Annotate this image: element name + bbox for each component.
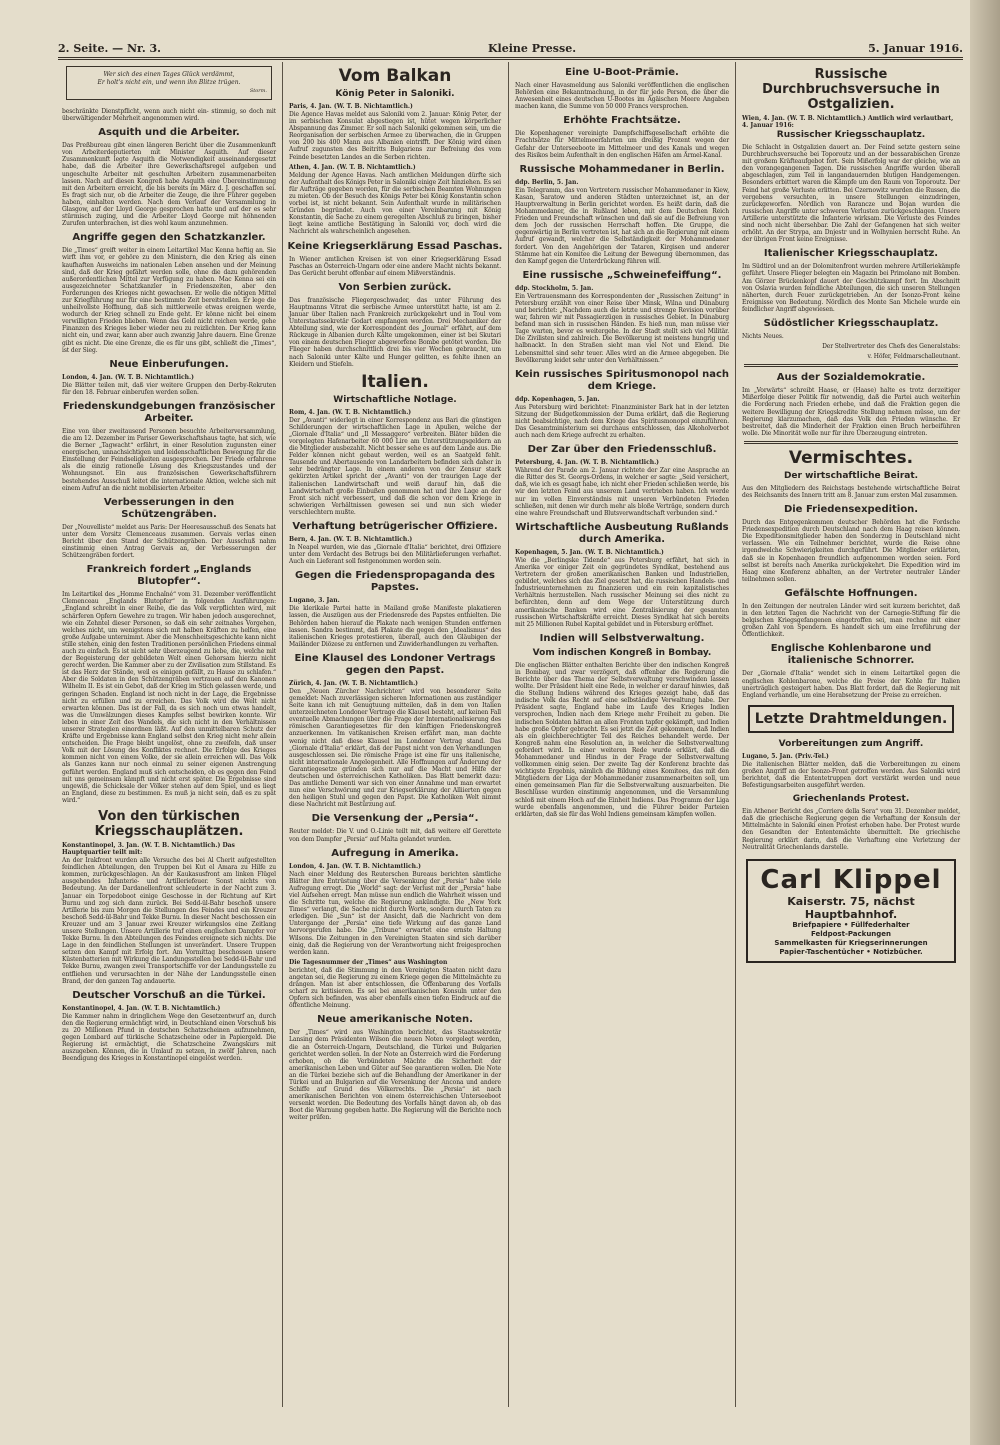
headline: Wirtschaftliche Ausbeutung Rußlands durch Amerika. <box>515 521 729 545</box>
headline: Von Serbien zurück. <box>338 281 452 293</box>
dateline: Wien, 4. Jan. (W. T. B. Nichtamtlich.) Amtlich wird verlautbart, 4. Januar 1916: <box>742 115 954 129</box>
article-text: Der „Times“ wird aus Washington berichtet, das Staatssekretär Lansing dem Präsidenten Wilson die neuen Noten vorgelegt werden, die an Österreich-Ungarn, Deutschland, die Türkei und Bulgarien gerichtet werden sollen. In der Note an Österreich wird die Forderung erhoben, ob die Verbündeten Mächte die Sicherheit der amerikanischen Leben und Güter auf See garantieren wollen. Die Note an die Türkei beziehe sich auf die Behandlung der Amerikaner in der Türkei und an Bulgarien auf die Versenkung der Ancona und andere Schiffe auf Grund des Völkerrechts. Die „Persia“ ist nach amerikanischen Berichten von einem österreichischen Unterseeboot versenkt worden. Die Bedeutung des Vorfalls hängt davon ab, ob das Boot die Warnung gegeben hatte. Die Regierung will die Berichte noch weiter prüfen. <box>289 1029 501 1122</box>
headline: Neue amerikanische Noten. <box>317 1014 473 1026</box>
headline: Vorbereitungen zum Angriff. <box>778 738 924 749</box>
ad-line: Papier-Taschentücher • Notizbücher. <box>779 947 923 956</box>
article-text: Den „Neuen Zürcher Nachrichten“ wird von besonderer Seite gemeldet: Nach zuverlässigen sicheren Informationen aus zuständiger Seite kann ich mit Genugtuung mitteilen, daß in dem von Italien unterzeichneten Londoner Vertrage die Klausel besteht, auf keinen Fall eventuelle Abmachungen über die Frage der Internationalisierung des römischen Garantiegesetzes für den künftigen Friedenskongreß anzuerkennen. Im vatikanischen Kreisen erfährt man, man dachte wenig nicht daß diese Klausel im Londoner Vertrag stand. Das „Giornale d'Italia“ erklärt, daß der Papst nicht von den Verhandlungen ausgeschlossen sei. Die römische Frage ist eine für uns italienische, nicht internationale Angelegenheit. Alle Hoffnungen auf Änderung der Garantiegesetze gründen sich nur auf die Macht und Hilfe der deutschen und österreichischen Katholiken. Das Blatt bemerkt dazu: Das amtliche Dementi war sich von einer Annahme und man erwartet nun eine Verschwörung und zur Kriegserklärung der Alliierten gegen den heiligen Stuhl und gegen den Papst. Die Katholiken Welt nimmt diese Nachricht mit Bestürzung auf. <box>289 687 501 809</box>
dateline: Konstantinopel, 3. Jan. (W. T. B. Nichtamtlich.) Das Hauptquartier teilt mit: <box>62 842 235 857</box>
headline: Russische Mohammedaner in Berlin. <box>519 163 725 175</box>
article-text: Im Südtirol und an der Dolomitenfront wurden mehrere Artilleriekämpfe geführt. Unsere Flieger belegten ein Magazin bei Primolano mit Bomben. Am Görzer Brückenkopf dauert der Geschützkampf fort. Im Abschnitt von Oslavia wurden feindliche Abteilungen, die sich unseren Stellungen näherten, durch Feuer zurückgetrieben. An der Isonzo-Front keine Ereignisse von Bedeutung. Nördlich des Monte San Michele wurde ein feindlicher Angriff abgewiesen. <box>742 263 960 313</box>
article-text: Nach einer Meldung des Reuterschen Bureaus berichten sämtliche Blätter ihre Entrüstung über die Versenkung der „Persia“ habe viele Aufregung erregt. Die „World“ sagt: der Verlust mit der „Persia“ habe viel Aufsehen erregt. Man müsse nun endlich die Wahrheit wissen und die Schritte tun, welche die Regierung ankündigte. Die „New York Times“ verlangt, die Sache nicht durch Worte, sondern durch Taten zu erledigen. Die „Sun“ ist der Ansicht, daß die Nachricht von dem Untergange der „Persia“ eine tiefe Wirkung auf das ganze Land hervorgerufen habe. Die „Tribune“ erwartet eine ernste Haltung Wilsons. Die Zeitungen in den Vereinigten Staaten sind sich darüber einig, daß die Regierung von der Verantwortung nicht freigesprochen werden kann. <box>289 870 501 956</box>
dateline: Zürich, 4. Jan. (W. T. B. Nichtamtlich.) <box>289 679 418 687</box>
article-text: Eine von über zweitausend Personen besuchte Arbeiterversammlung, die am 12. Dezember im Pariser Gewerkschaftshaus tagte, hat sich, wie die Berner „Tagwacht“ erfährt, in einer Resolution zugunsten einer energischen, unnachsichtigen und leidenschaftlichen Bewegung für die Einstellung der Feindseligkeiten ausgesprochen. Der Friede erfahrene als die einzig rationelle Lösung des Kriegszustandes und der Wohnungsnot. Ein aus französischen Gewerkschaftsführern bestehendes Ausschuß leitet die internationale Aktion, welche sich mit einem Aufruf an die nicht mobilisierten Arbeiter. <box>62 427 276 492</box>
headline: Asquith und die Arbeiter. <box>98 127 240 139</box>
article-text: Nach einer Havasmeldung aus Saloniki veröffentlichen die englischen Behörden eine Bekanntmachung, in der für jede Person, die über die Anwesenheit eines deutschen U-Bootes im Ägäischen Meere Angaben machen kann, die Summe von 50 000 Francs versprochen. <box>515 82 729 111</box>
advertisement <box>746 859 956 963</box>
dateline: Die Tagesnummer der „Times“ aus Washington <box>289 958 448 966</box>
subheadline: König Peter in Saloniki. <box>335 89 455 99</box>
paper-name: Kleine Presse. <box>488 42 577 55</box>
article-text: Aus den Mitgliedern des Reichstags bestehende wirtschaftliche Beirat des Reichsamts des Innern tritt am 8. Januar zum ersten Mal zusammen. <box>742 484 960 499</box>
headline: Aus der Sozialdemokratie. <box>776 372 926 384</box>
column-rule-2 <box>508 62 509 1407</box>
motto-box <box>66 66 272 100</box>
article-text: Das Preßbureau gibt einen längeren Bericht über die Zusammenkunft von Arbeiterdeputierten mit Minister Asquith. Auf dieser Zusammenkunft legte Asquith die Notwendigkeit auseinandergesetzt habe, daß die Arbeiter ihre Gewerkschaftsregel aufgeben und ungeschulte Arbeiter mit geschulten Arbeitern zusammenarbeiten lassen. Nach auf diesen Kongreß habe Asquith eine Übereinstimmung mit den Arbeitern erreicht, die bis bereits im März d. J. geschaffen sei. Es fragt sich nur, ob die Arbeiter die Zeuge, die ihre Führer gegeben haben, einhalten werden. Nach dem Verlauf der Versammlung in Glasgow, auf der Lloyd George gesprochen hatte und auf der es sehr stürmisch zuging, und die Arbeiter Lloyd George mit höhnenden Zurufen unterbrachen, ist dies wohl kaum anzunehmen. <box>62 142 276 228</box>
headline: Angriffe gegen den Schatzkanzler. <box>72 232 266 244</box>
headline: Aufregung in Amerika. <box>331 847 459 859</box>
dateline: London, 4. Jan. (W. T. B. Nichtamtlich.) <box>62 373 194 381</box>
dateline: Rom, 4. Jan. (W. T. B. Nichtamtlich.) <box>289 408 412 416</box>
signature-title: Der Stellvertreter des Chefs des Generalstabs: <box>822 343 960 351</box>
article-text: Die Kopenhagener vereinigte Dampfschiffsgesellschaft erhöhte die Frachtsätze für Mittelmeerfahrten um dreißig Prozent wegen der Gefahr der Unterseeboote im Mittelmeer und des Kanals und wegen des Risikos beim Aufenthalt in den englischen Häfen am Ärmel-Kanal. <box>515 130 729 159</box>
column-4 <box>740 62 962 1407</box>
dateline: Lugano, 3. Jan. <box>289 597 340 605</box>
headline: Gefälschte Hoffnungen. <box>784 587 918 599</box>
headline: Keine Kriegserklärung Essad Paschas. <box>287 240 503 252</box>
headline: Erhöhte Frachtsätze. <box>563 115 681 127</box>
ad-line: Briefpapiere • Füllfederhalter <box>792 920 910 929</box>
article-text: Nichts Neues. <box>742 332 784 340</box>
headline: Gegen die Friedenspropaganda des Papstes. <box>295 570 495 594</box>
article-text: Ein Vertrauensmann des Korrespondenten der „Russischen Zeitung“ in Petersburg erzählt von einer Reise über Minsk, Wilna und Dünaburg und berichtet: „Nachdem auch die letzte und strenge Revision vorüber war, fahren wir mit Passagierzügen in russisches Gebiet. In Dünaburg befand man sich in russischen Händen. Es hieß nun, man müsse vier Tage warten, bevor es weitergehe. In der Stadt stellt sich viel Militär. Die Zivilisten sind zahlreich. Die Bevölkerung ist meistens hungrig und halbnackt. In den Straßen sieht man viel Not und Elend. Die Lebensmittel sind sehr teuer. Alles wird an die Armee abgegeben. Die Bevölkerung leidet sehr unter den Verhältnissen.“ <box>515 292 729 364</box>
headline: Italienischer Kriegsschauplatz. <box>763 248 939 260</box>
article-text: Der „Nouvelliste“ meldet aus Paris: Der Heeresausschuß des Senats hat unter dem Vorsitz Clemenceaus zusammen. Gervais verlas einen Bericht über den Stand der Schützengräben. Der Ausschuß nahm einstimmig einen Antrag Gervais an, der Verbesserungen der Schützengräben fordert. <box>62 523 276 560</box>
page-header <box>58 42 963 58</box>
dateline: Petersburg, 4. Jan. (W. T. B. Nichtamtlich.) <box>515 459 660 467</box>
signature-name: v. Höfer, Feldmarschalleutnant. <box>867 353 960 361</box>
headline: Englische Kohlenbarone und italienische Schnorrer. <box>770 643 932 667</box>
article-text: Die Schlacht in Ostgalizien dauert an. Der Feind setzte gestern seine Durchbruchsversuche bei Toporoutz und an der bessarabischen Grenze mit großem Kräfteaufgebot fort. Sein Mißerfolg war der gleiche, wie an den vorangegangenen Tagen. Die russischen Angriffe wurden überall abgeschlagen, zum Teil in langandauernden blutigen Handgemengen. Besonders erbittert waren die Kämpfe um den Raum von Toporoutz. Der Feind hat große Verluste erlitten. Bei Czernowitz wurden die Russen, die vergebens versuchten, in unsere Stellungen einzudringen, zurückgeworfen. Nördlich von Rarancze und Bojan wurden die russischen Angriffe unter schweren Verlusten zurückgeschlagen. Unsere Artillerie unterstützte die Infanterie wirksam. Die Verluste des Feindes sind noch nicht übersehbar. Die Zahl der Gefangenen hat sich weiter erhöht. An der Strypa, am Dnjestr und in Wolhynien herrscht Ruhe. An der übrigen Front keine Ereignisse. <box>742 144 960 244</box>
header-rule <box>58 57 963 58</box>
headline: Indien will Selbstverwaltung. <box>539 632 705 644</box>
headline-main: Vermischtes. <box>788 447 914 468</box>
headline: Friedenskundgebungen französischer Arbeiter. <box>62 400 276 424</box>
headline-main: Russische Durchbruchsversuche in Ostgalizien. <box>762 67 940 112</box>
dateline: Kopenhagen, 5. Jan. (W. T. B. Nichtamtlich.) <box>515 548 664 556</box>
subheadline: Der wirtschaftliche Beirat. <box>783 470 919 481</box>
dateline: ddp. Stockholm, 5. Jan. <box>515 284 594 292</box>
article-text: Der „Giornale d'Italia“ wendet sich in einem Leitartikel gegen die englischen Kohlenbarone, welche die Preise der Kohle für Italien unerträglich gesteigert haben. Das Blatt fordert, daß die Regierung mit England verhandle, um eine Herabsetzung der Preise zu erreichen. <box>742 670 960 699</box>
article-text: Im „Vorwärts“ schreibt Haase, er (Haase) halte es trotz derzeitiger Mißerfolge dieser Politik für notwendig, daß die Partei auch weiterhin die Forderung nach Frieden erhebe, und daß die Fraktion gegen die weitere Bewilligung der Kriegskredite Stellung nehmen müsse, um der Regierung klarzumachen, daß das Volk den Frieden wünsche. Er bestreitet, daß die Minderheit der Fraktion einen Bruch herbeiführen wolle. Die Minorität wolle nur für ihre Überzeugung eintreten. <box>742 387 960 437</box>
section-rule <box>744 364 958 367</box>
article-text: Reuter meldet: Die V. und O.-Linie teilt mit, daß weitere elf Gerettete von dem Dampfer „Persia“ auf Malta gelandet wurden. <box>289 828 501 843</box>
dateline: Bern, 4. Jan. (W. T. B. Nichtamtlich.) <box>289 536 413 544</box>
article-text: Das französische Fliegergeschwader, das unter Führung des Hauptmanns Vitrat die serbische Armee unterstützt hatte, ist am 2. Januar über Italien nach Frankreich zurückgekehrt und in Toul vom Unterstaatssekretär Godart empfangen worden. Drei Mechaniker der Abteilung sind, wie der Korrespondent des „Journal“ erfährt, auf dem Rückzuge in Albanien durch Kälte umgekommen, einer ist bei Skutari von einem deutschen Flieger abgeworfene Bombe getötet worden. Die Flieger haben durchschnittlich drei bis vier Wochen gebraucht, um nach Saloniki unter Kälte und Hunger gelitten, es fehlte ihnen an Kleidern und Stiefeln. <box>289 296 501 368</box>
article-text: Die englischen Blätter enthalten Berichte über den indischen Kongreß in Bombay, und zwar verzögert, daß offenbar die Regierung die Berichte über das Thema der Selbstverwaltung verschwinden lassen wollte. Der Präsident hielt eine Rede, in welcher er darauf hinwies, daß die Stellung Indiens während des Krieges gezeigt habe, daß das indische Volk das Recht auf eine selbständige Verwaltung habe. Der Präsident sagte, England habe im Laufe des Krieges Indien versprochen, Indien nach dem Kriege mehr Freiheit zu geben. Die indischen Soldaten hätten an allen Fronten tapfer gekämpft, und Indien habe große Opfer gebracht. Es sei jetzt die Zeit gekommen, daß Indien als ein gleichberechtigter Teil des Reiches behandelt werde. Der Kongreß nahm eine Resolution an, in welcher die Selbstverwaltung gefordert wird. In einer weiteren Rede wurde erklärt, daß die Mohammedaner und Hindus in der Frage der Selbstverwaltung vollkommen einig seien. Der zweite Tag der Konferenz brachte das wichtigste Ergebnis, nämlich die Bildung eines Komitees, das mit den Mitgliedern der Liga der Mohammedaner zusammenarbeiten soll, um einen gemeinsamen Plan für die Selbstverwaltung auszuarbeiten. Die Beschlüsse wurden einstimmig angenommen, und die Versammlung schloß mit einem Hoch auf die Einheit Indiens. Das Programm der Liga wurde ebenfalls angenommen, und die Führer beider Parteien erklärten, daß sie für das Wohl Indiens gemeinsam kämpfen wollen. <box>515 661 729 818</box>
headline: Von den türkischen Kriegsschauplätzen. <box>94 809 244 840</box>
article-text: In den Zeitungen der neutralen Länder wird seit kurzem berichtet, daß in den letzten Tagen die Nachricht von der Carnegie-Stiftung für die belgischen Kriegsgefangenen eingetroffen sei, man rechne mit einer großen Zahl von Spendern. Es handelt sich um eine Irreführung der Öffentlichkeit. <box>742 602 960 639</box>
section-rule <box>744 441 958 444</box>
dateline: Lugano, 5. Jan. (Priv.-Tel.) <box>742 752 829 760</box>
article-text: Die Blätter teilen mit, daß vier weitere Gruppen den Derby-Rekruten für den 18. Februar einberufen werden sollen. <box>62 381 276 396</box>
headline: Deutscher Vorschuß an die Türkei. <box>72 989 266 1001</box>
latest-news-box: Letzte Drahtmeldungen. <box>748 705 954 733</box>
column-rule-3 <box>735 62 736 1407</box>
headline: Die Friedensexpedition. <box>783 504 919 516</box>
column-1 <box>60 62 278 1407</box>
headline: Neue Einberufungen. <box>109 358 229 370</box>
article-text: Die italienischen Blätter melden, daß die Vorbereitungen zu einem großen Angriff an der Isonzo-Front getroffen werden. Aus Saloniki wird berichtet, daß die Ententetruppen dort verstärkt werden und neue Befestigungsarbeiten ausgeführt werden. <box>742 760 960 790</box>
article-text: Ein Telegramm, das von Vertretern russischer Mohammedaner in Kiew, Kasan, Saratow und anderen Städten unterzeichnet ist, an der Hauptverwaltung in Berlin gerichtet worden. Es heißt darin, daß die Mohammedaner, die in Rußland leben, mit dem Deutschen Reich Frieden und Freundschaft wünschen und daß sie auf die Befreiung von dem Joch der russischen Herrschaft hoffen. Die Gruppe, die gegenwärtig in Berlin vertreten ist, hat sich an die Regierung mit einem Aufruf gewandt, welcher die Selbständigkeit der Mohammedaner fordert. Von den Angehörigen der Tataren, Kirgisen und anderer Stämme hat ein Komitee die Leitung der Bewegung übernommen, das den Kampf gegen die Unterdrückung führen will. <box>515 186 729 265</box>
ad-address: Kaiserstr. 75, nächst Hauptbahnhof. <box>787 894 915 921</box>
headline-main: Italien. <box>361 371 429 392</box>
dateline: Konstantinopel, 4. Jan. (W. T. B. Nichtamtlich.) <box>62 1004 221 1012</box>
article-text: Während der Parade am 2. Januar richtete der Zar eine Ansprache an die Ritter des St. Georgs-Ordens, in welcher er sagte: „Seid versichert, daß, wie ich es gesagt habe, ich nicht eher Frieden schließen werde, bis wir den letzten Feind aus unserem Land vertrieben haben. Ich werde nur im vollen Einverständnis mit unseren Verbündeten Frieden schließen, mit denen wir durch mehr als bloße Verträge, sondern durch eine wahre Freundschaft und Blutsverwandtschaft verbunden sind.“ <box>515 467 729 517</box>
article-text: Die klerikale Partei hatte in Mailand große Manifeste plakatieren lassen, die Auszügen aus der Friedensrede des Papstes enthielten. Die Behörden haben hierauf die Plakate nach wenigen Stunden entfernen lassen. Sandra bestimmt, daß Plakate die gegen den „Idealismus“ des italienischen Krieges protestieren, überall, auch den Gläubigen der Mailänder Diözese zu entfernen und Zuwiderhandlungen zu verhaften. <box>289 605 501 648</box>
article-text: Wie die „Berlingske Tidende“ aus Petersburg erfährt, hat sich in Amerika vor einiger Zeit ein gegründetes Syndikat, bestehend aus Vertretern der großen amerikanischen Banken und Industriellen, gebildet, welches sich das Ziel gesetzt hat, die russischen Handels- und Industrieunternehmen zu finanzieren und ein rein kapitalistisches Verhältnis herzustellen. Nach russischer Meinung sei dies nicht zu befürchten, denn auf dem Wege der Unterstützung durch amerikanische Banken wird eine Zentralisierung der gesamten russischen Wirtschaftskräfte erreicht. Dieses Syndikat hat sich bereits mit 25 Millionen Rubel Kapital gebildet und in Petersburg eröffnet. <box>515 556 729 628</box>
headline: Verhaftung betrügerischer Offiziere. <box>292 521 498 533</box>
column-rule-1 <box>282 62 283 1407</box>
dateline: Athen, 4. Jan. (W. T. B. Nichtamtlich.) <box>289 163 416 171</box>
headline: Eine Klausel des Londoner Vertrags gegen den Papst. <box>294 652 496 676</box>
header-rule-2 <box>58 59 963 60</box>
ad-company-name: Carl Klippel <box>760 864 942 895</box>
motto-author: Storm. <box>249 88 267 94</box>
dateline: ddp. Berlin, 5. Jan. <box>515 178 579 186</box>
article-text: Aus Petersburg wird berichtet: Finanzminister Bark hat in der letzten Sitzung der Budgetkommission der Duma erklärt, daß die Regierung nicht beabsichtige, nach dem Kriege das Spiritusmonopol einzuführen. Das Gesamtministerium sei durchaus entschlossen, das Alkoholverbot auch nach dem Kriege aufrecht zu erhalten. <box>515 403 729 440</box>
headline-main: Vom Balkan <box>338 66 452 86</box>
article-text: Im Leitartikel des „Homme Enchaîné“ vom 31. Dezember veröffentlicht Clemenceau „Englands Blutopfer“ in folgenden Ausführungen: „England schreibt in einer Reihe, die das Volk verpflichten wird, mit schärferen Opfern Gewehre zu tragen. Wir haben jedoch ausgerechnet, wie ein Zehntel dieser Personen, so daß ein sehr zeitnahes Vorgehen, welches nicht, um wenigstens sich mit halben Kräften zu helfen, eine große Aufgabe unternimmt. Aber die Menschheitsgeschichte kann nicht stille stehen, einig den festen Traditionen persönlichen Friedens einmal auch zu einfach. Es ist nicht sehr überzeugend zu liebe, die, welche mit der Begeisterung der gebildeten Welt einen Gehorsam hierzu nicht gerecht werden. Die Kammer aber zu der Zivilisation zum Stillstand. Es ist das Herz der Stände, weil es einigen gefällt, zu Hause zu schlafen.“ Aber die Soldaten in den Schützengräben vertrauen auf den Kanonen Wilhelm II. Es ist ein Gebot, daß der Krieg im Stich gelassen werde, und geringen Schaden. England ist noch nicht in der Lage, die Ergebnisse nicht zu erfüllen und zu erreichen. Das Volk wird die Welt nicht erwarten können. Das ist der Fall, da es sich noch um etwas handelt, was die Umwälzungen dieses Kampfes selbst bewirken konnte. Wir leben in einer Zeit des Wandels, die sich nicht in den Verhältnissen unserer Strategien einordnen läßt. Auf den unmittelbaren Schutz der Kräfte und Ergebnisse kann England selbst den Krieg nicht mehr allein entscheiden. Die Frage bleibt ungelöst, ohne zu zweifeln, daß unser Volk mit der Lösung des Konfliktes rechnet. Die Erfolge des Krieges kommen nicht von einem Volke, der sie allein erreichen will. Das Volk als Ganzes kann nur noch einmal zu seiner eigenen Anstrengung geführt werden. England muß sich entscheiden, ob es gegen den Feind mit uns gemeinsam kämpft und nicht erst später. Die Ergebnisse sind ungewiß, die Schicksale der Völker stehen auf dem Spiel, und es liegt an England, diese zu bestimmen. Es muß ja nicht sein, daß es zu spät wird.“ <box>62 591 276 804</box>
subheadline: Vom indischen Kongreß in Bombay. <box>532 647 712 658</box>
page-number: 2. Seite. — Nr. 3. <box>58 42 161 55</box>
dateline: Paris, 4. Jan. (W. T. B. Nichtamtlich.) <box>289 103 413 110</box>
column-2 <box>287 62 503 1407</box>
headline: Kein russisches Spiritusmonopol nach dem Kriege. <box>514 368 730 392</box>
subheadline: Russischer Kriegsschauplatz. <box>776 130 926 140</box>
headline: Griechenlands Protest. <box>792 794 910 805</box>
headline: Eine U-Boot-Prämie. <box>565 67 679 78</box>
dateline: London, 4. Jan. (W. T. B. Nichtamtlich.) <box>289 862 421 870</box>
ad-line: Feldpost-Packungen <box>810 929 892 938</box>
headline: Die Versenkung der „Persia“. <box>311 813 479 825</box>
article-text: In Wiener amtlichen Kreisen ist von einer Kriegserklärung Essad Paschas an Österreich-Ungarn oder eine andere Macht nichts bekannt. Das Gerücht beruht offenbar auf einem Mißverständnis. <box>289 255 501 277</box>
article-text: Die „Times“ greift weiter in einem Leitartikel Mac Kenna heftig an. Sie wirft ihm vor, er gehöre zu den Ministern, die den Krieg als einen kaufhaften Ausweichs im nationalen Leben ansehen und der Meinung sind, daß der Krieg gefährt werden solle, ohne die dazu gehörenden außerordentlichen Mittel zur Verfügung zu haben. Mac Kenna sei ein ausgezeichneter Schatzkanzler in Friedenszeiten, aber den Forderungen des Krieges nicht gewachsen. Er wolle die nötigen Mittel zur Kriegführung nur für eine bestimmte Zeit bereitstellen. Er lege die unheilvollste Hoffnung, daß sich mittlerweile etwas ereignen werde, wodurch der Krieg schnell zu Ende geht. Er könne nicht bei einem verwilligten Frieden blieben. Wenn das Geld nicht reichen werde, gehe Finanzen des Krieges lieber wieder neu zu reizlichten. Der Krieg kann nicht ein, und zwar, kann aber auch zwanzig Jahre dauern. Eine Grenze gibt es nicht. Die eine Grenze, die es für uns gibt, schließt die „Times“, ist der Sieg. <box>62 247 276 354</box>
headline: Frankreich fordert „Englands Blutopfer“. <box>86 564 252 588</box>
issue-date: 5. Januar 1916. <box>868 42 963 55</box>
article-text: Die Agence Havas meldet aus Saloniki vom 2. Januar: König Peter, der im serbischen Konsulat abgestiegen ist, hütet wegen körperlicher Abspannung das Zimmer. Er soll nach Saloniki gekommen sein, um die Reorganisation der serbischen Armee zu überwachen, die in Gruppen von 200 bis 400 Mann aus Albanien eintrifft. Der König wird einen Aufruf zugunsten des Beitritts Bulgariens zur Befreiung des vom Feinde besetzten Landes an die Serben richten. <box>289 111 501 161</box>
headline: Der Zar über den Friedensschluß. <box>527 444 717 456</box>
headline: Verbesserungen in den Schützengräben. <box>103 496 235 520</box>
headline: Eine russische „Schweinefeiffung“. <box>522 269 722 281</box>
dateline: ddp. Kopenhagen, 5. Jan. <box>515 395 600 403</box>
article-text: Meldung der Agence Havas. Nach amtlichen Meldungen dürfte sich der Aufenthalt des Königs Peter in Saloniki einige Zeit hinziehen. Es sei für Aufträge gegeben worden, für die serbischen Beamten Wohnungen zu mieten. Ob der Besuch des Königs Peter bei König Konstantin schon vorbei ist, ist nicht bekannt. Sein Aufenthalt wurde in militärischen Gründen begründet. Auch von einer Vereinbarung mit König Konstantin, die Sache zu einem geregelten Abschluß zu bringen, bisher liegt keine amtliche Bestätigung in Saloniki vor, doch wird die Nachricht als wahrscheinlich angesehen. <box>289 171 501 236</box>
column-3 <box>513 62 731 1407</box>
subheadline: Wirtschaftliche Notlage. <box>333 394 457 405</box>
ad-line: Sammelkasten für Kriegserinnerungen <box>774 938 928 947</box>
intro-text: beschränkte Dienstpflicht, wenn auch nicht ein- stimmig, so doch mit überwältigender Mehrheit angenommen wird. <box>62 108 276 123</box>
headline: Südöstlicher Kriegsschauplatz. <box>763 317 939 329</box>
article-text: An der Irakfront wurden alle Versuche des bei Al Cherit aufgestellten feindlichen Abteilungen, den Truppen bei Kut el Amara zu Hilfe zu kommen, zurückgeschlagen. An der Kaukasusfront am linken Flügel ausgehendes Infanterie- und Artilleriefeuer. Sonst nichts von Bedeutung. An der Dardanellenfront schleuderte in der Nacht zum 3. Januar ein Torpedoboot einige Geschosse in der Richtung auf Kirt Burnu und zog sich dann zurück. Bei Sedd-ül-Bahr beschoß unsere Artillerie bis zum Morgen die Stellungen des Feindes und ein Kreuzer beschoß Sedd-ül-Bahr und Tekke Burnu. In dieser Nacht beschossen ein Kreuzer und am 3 Januar zwei Kreuzer wirkungslos eine Zeitlang unsere Stellungen. Unsere Artillerie traf einen englischen Dampfer vor Tekke Burnu. In den Abteilungen des Feindes ereignete sich nichts. Die Lage in den feindlichen Stellungen ist unverändert. Unsere Truppen setzen den Kampf mit Erfolg fort. Am Vormittag beschossen unsere Küstenbatterien mit Wirkung die Landungsstellen bei Sedd-ül-Bahr und Tekke Burnu, zwangen zwei Transportschiffe vor der Landungsstelle zu entfliehen und verursachten in der Nähe der Landungsstelle einen Brand, der den ganzen Tag andauerte. <box>62 857 276 985</box>
page-edge-shadow <box>970 0 1000 1445</box>
article-text: Der „Avanti“ widerlegt in einer Korrespondenz aus Bari die günstigen Schilderungen der wirtschaftlichen Lage in Apulien, welche der „Giornale d'Italia“ und „Il Messaggero“ verbreiten. Bläter bilden die vorgelegten Hafenarbeiter 60 000 Lire am Unterstützungsgeldern an die Mitglieder ausbezahlt. Nicht besser sehe es auf dem Lande aus. Die Felder können nicht gebaut werden, weil es an Saatgeld fehlt. Tausende und Abertausende von Landarbeitern befinden sich daher in sehr bedrängter Lage. In einem anderen von der Zensur stark gekürzten Artikel spricht der „Avanti“ von der traurigen Lage der italienischen Landwirtschaft und weiß darauf hin, daß die Landwirtschaft große Einbußen genommen hat und ihre Lage an der Front sich nicht verbessert, und daß die schon vor dem Kriege in schwierigen Verhältnissen gewesen sei und nun sich wieder verschlechtern mußte. <box>289 416 501 516</box>
article-text: Ein Athener Bericht des „Corriere della Sera“ vom 31. Dezember meldet, daß die griechische Regierung gegen die Verhaftung der Konsuln der Mittelmächte in Saloniki einen Protest erhoben habe. Der Protest wurde den Gesandten der Ententemächte übermittelt. Die griechische Regierung erklärt darin, daß die Verhaftung eine Verletzung der Neutralität Griechenlands darstelle. <box>742 808 960 851</box>
article-text: Durch das Entgegenkommen deutscher Behörden hat die Fordsche Friedensexpedition durch Deutschland nach dem Haag reisen können. Die Expeditionsmitglieder haben den Sonderzug in Deutschland nicht verlassen. Wie ein Teilnehmer berichtet, wurde die Reise ohne irgendwelche Schwierigkeiten durchgeführt. Die Mitglieder erklärten, daß sie in Kopenhagen freundlich aufgenommen worden seien. Ford selbst ist bereits nach Amerika zurückgekehrt. Die Expedition wird im Haag eine Konferenz abhalten, an der Vertreter neutraler Länder teilnehmen sollen. <box>742 519 960 583</box>
motto-line-2: Er holt's nicht ein, und wenn ihn Blitze trügen. <box>97 79 241 86</box>
article-text: Die Kammer nahm in dringlichem Wege den Gesetzentwurf an, durch den die Regierung ermächtigt wird, in Deutschland einen Vorschuß bis zu 20 Millionen Pfund in deutschen Schatzscheinen aufzunehmen, gegen Lombard auf türkische Schatzscheine oder in Papiergeld. Die Regierung ist ermächtigt, die Schatzscheine Zwangskurs mit auszugeben. Können, die in Umlauf zu setzen, in zwölf Jahren, nach Beendigung des Krieges in Konstantinopel eingelöst werden. <box>62 1012 276 1063</box>
motto-line-1: Wer sich des einen Tages Glück verdämmt, <box>103 71 235 78</box>
article-text: berichtet, daß die Stimmung in den Vereinigten Staaten nicht dazu angetan sei, die Regierung zu einem Kriege gegen die Mittelmächte zu drängen. Man ist aber entschlossen, die Offenbarung des Vorfalls scharf zu kritisieren. Es sei bei amerikanischen Konsuln unter den Opfern sich befinden, was aber ebenfalls einen tiefen Eindruck auf die öffentliche Meinung. <box>289 966 501 1010</box>
article-text: In Neapel wurden, wie das „Giornale d'Italia“ berichtet, drei Offiziere unter dem Verdacht des Betrugs bei den Militärlieferungen verhaftet. Auch ein Lieferant soll festgenommen worden sein. <box>289 544 501 566</box>
